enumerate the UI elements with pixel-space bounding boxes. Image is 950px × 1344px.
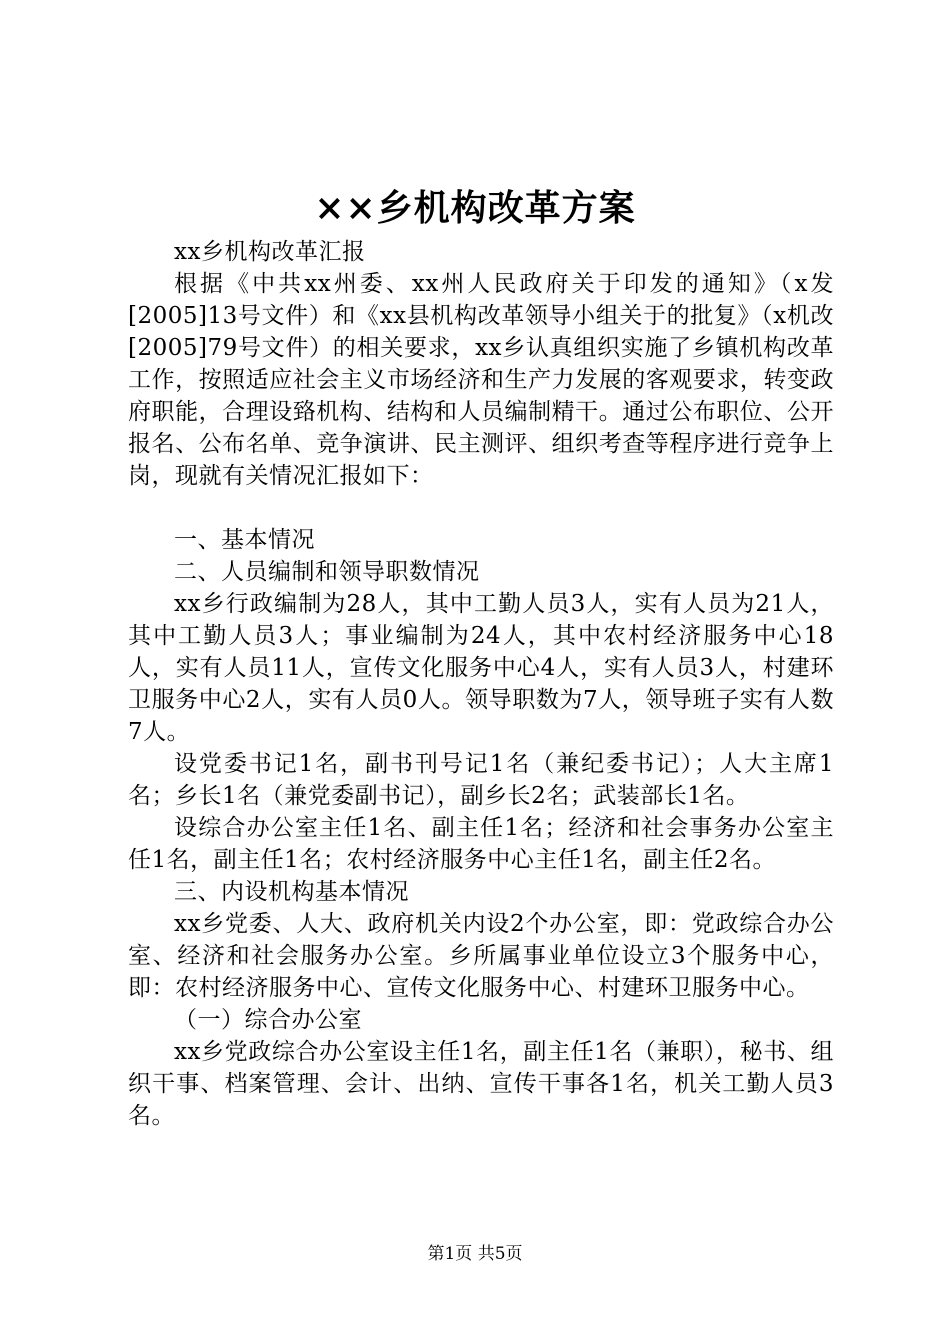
page-footer: 第1页 共5页 bbox=[427, 1244, 523, 1264]
paragraph-staffing: xx乡行政编制为28人，其中工勤人员3人，实有人员为21人，其中工勤人员3人；事业编制为24人，其中农村经济服务中心18人，实有人员11人，宣传文化服务中心4人，实有人员3人，村建环卫服务中心2人，实有人员0人。领导职数为7人，领导班子实有人数7人。 bbox=[128, 591, 834, 745]
paragraph-internal: xx乡党委、人大、政府机关内设2个办公室，即：党政综合办公室、经济和社会服务办公室。乡所属事业单位设立3个服务中心，即：农村经济服务中心、宣传文化服务中心、村建环卫服务中心。 bbox=[128, 911, 834, 1001]
subsection-heading-office: （一）综合办公室 bbox=[174, 1007, 362, 1033]
document-body bbox=[128, 236, 834, 1132]
section-heading-internal: 三、内设机构基本情况 bbox=[174, 879, 409, 905]
paragraph-report-heading: xx乡机构改革汇报 bbox=[174, 239, 366, 265]
document-title: ××乡机构改革方案 bbox=[314, 187, 636, 229]
section-heading-staffing: 二、人员编制和领导职数情况 bbox=[174, 559, 480, 585]
paragraph-intro: 根据《中共xx州委、xx州人民政府关于印发的通知》（x发[2005]13号文件）和《xx县机构改革领导小组关于的批复》（x机改[2005]79号文件）的相关要求，xx乡认真组织实施了乡镇机构改革工作，按照适应社会主义市场经济和生产力发展的客观要求，转变政府职能，合理设臵机构、结构和人员编制精干。通过公布职位、公开报名、公布名单、竞争演讲、民主测评、组织考查等程序进行竞争上岗，现就有关情况汇报如下： bbox=[128, 271, 834, 489]
section-heading-basic: 一、基本情况 bbox=[174, 527, 315, 553]
paragraph-office-heads: 设综合办公室主任1名、副主任1名；经济和社会事务办公室主任1名，副主任1名；农村经济服务中心主任1名，副主任2名。 bbox=[128, 815, 834, 873]
paragraph-leadership: 设党委书记1名，副书刊号记1名（兼纪委书记）；人大主席1名；乡长1名（兼党委副书记），副乡长2名；武装部长1名。 bbox=[128, 751, 834, 809]
paragraph-office: xx乡党政综合办公室设主任1名，副主任1名（兼职），秘书、组织干事、档案管理、会计、出纳、宣传干事各1名，机关工勤人员3名。 bbox=[128, 1039, 834, 1129]
